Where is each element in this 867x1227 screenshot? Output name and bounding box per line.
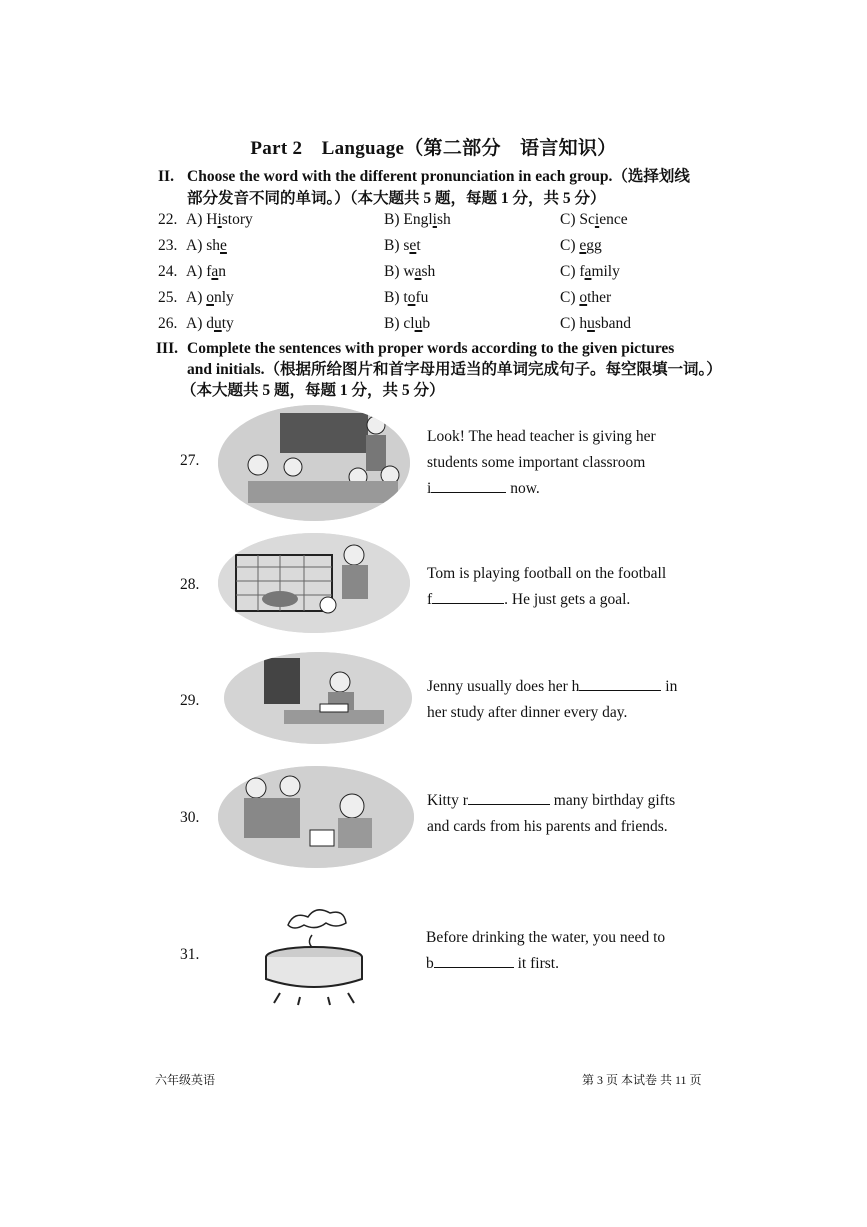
option-underlined-letters: a: [414, 263, 422, 280]
question-23-option-b[interactable]: [384, 237, 421, 255]
section-3-instruction-line1: Complete the sentences with proper words according to the given pictures: [187, 340, 675, 357]
question-29-line1: [427, 674, 700, 700]
option-label-end: ty: [221, 315, 234, 332]
option-underlined-letters: u: [414, 315, 423, 332]
question-31-initial: b: [426, 955, 434, 972]
option-label-end: fu: [415, 289, 429, 306]
option-label-start: C): [560, 289, 580, 306]
option-label-end: ther: [587, 289, 612, 306]
option-underlined-letters: a: [211, 263, 219, 280]
girl-receiving-gifts-picture: [218, 766, 414, 868]
question-25-option-b[interactable]: [384, 289, 428, 307]
question-29-blank[interactable]: [579, 674, 661, 691]
option-label-end: n: [218, 263, 227, 280]
option-underlined-letters: o: [579, 289, 588, 306]
option-label-start: B) s: [384, 237, 410, 254]
option-label-start: A): [186, 289, 207, 306]
question-23-option-a[interactable]: [186, 237, 227, 255]
question-31-line2: [426, 951, 699, 977]
option-label-end: sh: [436, 211, 451, 228]
page-title: Part 2 Language（第二部分 语言知识）: [250, 138, 617, 159]
question-27-blank[interactable]: [431, 476, 506, 493]
option-underlined-letters: i: [432, 211, 437, 228]
option-label-end: ence: [599, 211, 628, 228]
question-27-initial: i: [427, 480, 432, 497]
option-label-start: B) cl: [384, 315, 415, 332]
section-3-instruction-line2: and initials.（根据所给图片和首字母用适当的单词完成句子。每空限填一词。）: [187, 361, 722, 378]
question-31-line2-end: it first.: [513, 955, 559, 972]
question-31-text: [426, 925, 699, 977]
question-23-option-c[interactable]: [560, 237, 602, 255]
question-26-option-a[interactable]: [186, 315, 234, 333]
question-27-line1: Look! The head teacher is giving her: [427, 428, 656, 445]
option-label-start: A) d: [186, 315, 214, 332]
question-30-line1-start: Kitty r: [427, 792, 468, 809]
question-30-line2: and cards from his parents and friends.: [427, 818, 668, 835]
question-26-option-c[interactable]: [560, 315, 631, 333]
question-30-line1-end: many birthday gifts: [549, 792, 676, 809]
question-24-option-b[interactable]: [384, 263, 435, 281]
option-label-start: A) sh: [186, 237, 221, 254]
option-underlined-letters: u: [587, 315, 595, 332]
question-29-number: 29.: [180, 692, 200, 709]
question-30-blank[interactable]: [468, 788, 550, 805]
question-30-text: [427, 788, 699, 840]
option-underlined-letters: o: [206, 289, 214, 306]
question-28-line2-end: . He just gets a goal.: [504, 591, 631, 608]
option-label-end: t: [416, 237, 421, 254]
section-3-number: III.: [156, 340, 178, 357]
question-28-line2: [427, 587, 700, 613]
option-underlined-letters: e: [579, 237, 587, 254]
question-25-number: 25.: [158, 289, 178, 306]
section-2-instruction-line1: Choose the word with the different pronunciation in each group.（选择划线: [187, 168, 690, 185]
question-29-text: [427, 674, 700, 726]
teacher-giving-instructions-picture: [218, 405, 410, 521]
question-26-number: 26.: [158, 315, 178, 332]
question-24-option-a[interactable]: [186, 263, 226, 281]
question-27-line3: [427, 476, 701, 502]
question-22-number: 22.: [158, 211, 178, 228]
option-underlined-letters: e: [409, 237, 417, 254]
option-label-start: A) H: [186, 211, 218, 228]
option-underlined-letters: i: [594, 211, 600, 228]
question-27-number: 27.: [180, 452, 200, 469]
question-30-line1: [427, 788, 699, 814]
option-underlined-letters: i: [217, 211, 222, 228]
question-27-line2: students some important classroom: [427, 454, 646, 471]
option-label-start: A) f: [186, 263, 212, 280]
question-30-number: 30.: [180, 809, 200, 826]
question-28-initial: f: [427, 591, 433, 608]
question-22-option-c[interactable]: [560, 211, 628, 229]
option-label-start: C): [560, 237, 580, 254]
question-28-text: [427, 561, 700, 613]
question-26-option-b[interactable]: [384, 315, 430, 333]
question-31-blank[interactable]: [434, 951, 514, 968]
section-2-number: II.: [158, 168, 174, 185]
option-label-end: b: [422, 315, 431, 332]
question-29-line2: her study after dinner every day.: [427, 704, 628, 721]
question-31-line1: Before drinking the water, you need to: [426, 929, 666, 946]
question-22-option-b[interactable]: [384, 211, 451, 229]
section-3-instruction-line3: （本大题共 5 题，每题 1 分，共 5 分）: [181, 382, 445, 399]
question-28-blank[interactable]: [432, 587, 504, 604]
question-25-option-c[interactable]: [560, 289, 611, 307]
option-label-end: nly: [213, 289, 234, 306]
question-29-line1-end: in: [661, 678, 678, 695]
option-label-end: mily: [591, 263, 620, 280]
question-25-option-a[interactable]: [186, 289, 234, 307]
boiling-water-pot-picture: [250, 895, 378, 1007]
question-24-number: 24.: [158, 263, 178, 280]
option-label-end: sh: [421, 263, 436, 280]
question-23-number: 23.: [158, 237, 178, 254]
boy-playing-football-picture: [218, 533, 410, 633]
option-label-start: C) h: [560, 315, 588, 332]
option-label-start: B) t: [384, 289, 408, 306]
footer-page-number: 第 3 页 本试卷 共 11 页: [582, 1073, 702, 1087]
question-27-text: [427, 424, 701, 502]
question-27-line3-end: now.: [506, 480, 540, 497]
section-2-instruction-line2: 部分发音不同的单词。）（本大题共 5 题，每题 1 分，共 5 分）: [187, 190, 606, 207]
option-label-start: B) Engl: [384, 211, 433, 228]
girl-doing-homework-picture: [224, 652, 412, 744]
option-label-start: C) f: [560, 263, 585, 280]
option-label-end: gg: [586, 237, 602, 254]
option-underlined-letters: a: [584, 263, 592, 280]
option-label-start: C) Sc: [560, 211, 595, 228]
question-31-number: 31.: [180, 946, 200, 963]
option-label-start: B) w: [384, 263, 415, 280]
question-24-option-c[interactable]: [560, 263, 620, 281]
option-underlined-letters: e: [220, 237, 227, 254]
question-22-option-a[interactable]: [186, 211, 253, 229]
option-underlined-letters: o: [407, 289, 416, 306]
question-29-line1-start: Jenny usually does her h: [427, 678, 580, 695]
option-label-end: sband: [594, 315, 632, 332]
question-28-number: 28.: [180, 576, 200, 593]
footer-grade-subject: 六年级英语: [155, 1073, 216, 1087]
option-label-end: story: [221, 211, 253, 228]
option-underlined-letters: u: [213, 315, 222, 332]
question-28-line1: Tom is playing football on the football: [427, 565, 667, 582]
